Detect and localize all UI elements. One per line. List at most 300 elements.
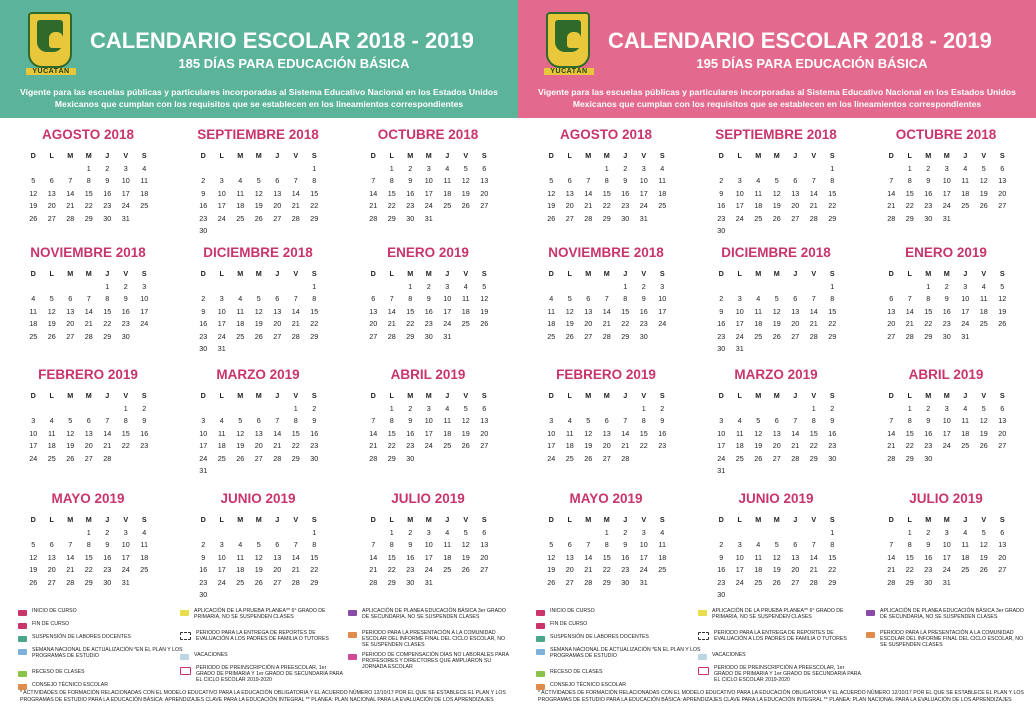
- day-cell: 9: [123, 294, 128, 303]
- month-days: [194, 150, 328, 238]
- day-cell: 4: [756, 176, 761, 185]
- day-cell: 1: [830, 163, 835, 173]
- weekday-header: L: [219, 515, 224, 524]
- day-cell: 23: [310, 441, 319, 450]
- day-cell: 10: [735, 188, 744, 198]
- empty-cell: [731, 403, 750, 416]
- day-cell: 4: [445, 163, 450, 173]
- day-cell: 11: [236, 188, 244, 198]
- weekday-header: M: [603, 391, 610, 400]
- weekday-header: M: [773, 151, 780, 160]
- day-cell: 1: [389, 527, 394, 537]
- legend-col-2: [698, 608, 863, 687]
- weekday-header: V: [811, 269, 817, 278]
- day-cell: 28: [369, 453, 378, 463]
- footnotes: * ACTIVIDADES DE FORMACIÓN RELACIONADAS CON EL MODELO EDUCATIVO PARA LA EDUCACIÓN OBLIGATORIA Y EL ACUERDO NÚMERO 12/10/17 POR EL QUE SE ESTABLECE EL PLAN Y LOS PROGRAMAS DE ESTUDIO PARA LA EDUCACIÓN BÁSICA: APRENDIZAJES CLAVE PARA LA EDUCACIÓN INTEGRAL ** PLANEA: PLAN NACIONAL PARA LA EVALUACIÓN DE LOS APRENDIZAJES: [538, 690, 1024, 703]
- weekday-header: M: [255, 269, 262, 278]
- day-cell: 10: [942, 176, 951, 185]
- day-cell: 24: [961, 319, 970, 328]
- day-cell: 28: [84, 331, 93, 341]
- day-cell: 5: [238, 416, 243, 425]
- day-cell: 28: [584, 213, 593, 223]
- day-cell: 11: [140, 540, 148, 549]
- day-cell: 29: [602, 577, 611, 587]
- month-days: [194, 390, 328, 478]
- empty-cell: [43, 527, 62, 540]
- day-cell: 6: [567, 176, 572, 185]
- day-cell: 8: [926, 294, 931, 303]
- legend-label: PERIODO PARA LA PRESENTACIÓN A LA COMUNIDAD ESCOLAR DEL INFORME FINAL DEL CICLO ESCOLAR, NO SE SUSPENDEN CLASES: [362, 630, 505, 648]
- day-cell: 8: [389, 176, 394, 185]
- weekday-header: D: [548, 151, 554, 160]
- day-cell: 21: [621, 441, 630, 450]
- day-cell: 1: [907, 403, 912, 413]
- empty-cell: [579, 281, 598, 294]
- day-cell: 26: [461, 565, 470, 574]
- month-title: NOVIEMBRE 2018: [30, 245, 146, 260]
- day-cell: 3: [123, 527, 128, 537]
- empty-cell: [712, 163, 731, 176]
- empty-cell: [364, 163, 383, 176]
- empty-cell: [194, 281, 213, 294]
- day-cell: 11: [566, 428, 574, 438]
- day-cell: 10: [735, 306, 744, 316]
- weekday-header: L: [49, 391, 54, 400]
- day-cell: 7: [604, 294, 609, 303]
- day-cell: 24: [942, 565, 951, 574]
- day-cell: 29: [602, 213, 611, 223]
- weekday-header: V: [463, 515, 469, 524]
- legend-label: RECESO DE CLASES: [550, 669, 603, 675]
- day-cell: 10: [639, 176, 648, 185]
- day-cell: 10: [217, 552, 226, 562]
- day-cell: 5: [31, 540, 36, 549]
- empty-cell: [786, 527, 805, 540]
- day-cell: 4: [238, 294, 243, 303]
- empty-cell: [561, 163, 580, 176]
- empty-cell: [213, 281, 232, 294]
- legend-label: SEMANA NACIONAL DE ACTUALIZACIÓN *EN EL PLAN Y LOS PROGRAMAS DE ESTUDIO: [32, 647, 183, 659]
- day-cell: 26: [47, 331, 56, 341]
- day-cell: 12: [772, 552, 781, 562]
- day-cell: 16: [199, 201, 208, 210]
- empty-cell: [749, 527, 768, 540]
- day-cell: 30: [639, 331, 648, 341]
- day-cell: 16: [717, 319, 726, 328]
- weekday-header: J: [445, 269, 450, 278]
- day-cell: 13: [66, 306, 75, 316]
- weekday-header: J: [963, 269, 968, 278]
- day-cell: 2: [408, 527, 413, 537]
- day-cell: 14: [809, 552, 818, 562]
- day-cell: 23: [121, 319, 130, 328]
- day-cell: 22: [84, 201, 93, 210]
- day-cell: 27: [66, 331, 75, 341]
- weekday-header: V: [293, 515, 299, 524]
- legend-item: [18, 621, 183, 634]
- day-cell: 5: [981, 527, 986, 537]
- day-cell: 5: [774, 294, 779, 303]
- day-cell: 24: [217, 577, 226, 587]
- day-cell: 27: [998, 201, 1007, 210]
- day-cell: 14: [791, 428, 800, 438]
- day-cell: 1: [926, 281, 931, 291]
- day-cell: 2: [719, 540, 724, 549]
- weekday-header: V: [811, 151, 817, 160]
- day-cell: 18: [236, 201, 245, 210]
- weekday-header: M: [773, 515, 780, 524]
- day-cell: 31: [717, 466, 726, 475]
- empty-cell: [383, 281, 402, 294]
- empty-cell: [231, 527, 250, 540]
- day-cell: 31: [735, 344, 744, 353]
- empty-cell: [768, 527, 787, 540]
- day-cell: 18: [565, 441, 574, 450]
- legend-swatch: [698, 667, 709, 675]
- month-title: MARZO 2019: [734, 367, 818, 382]
- day-cell: 19: [461, 188, 470, 198]
- day-cell: 3: [142, 281, 147, 291]
- day-cell: 6: [86, 416, 91, 425]
- day-cell: 19: [29, 565, 38, 574]
- day-cell: 14: [809, 306, 818, 316]
- weekday-header: S: [141, 269, 147, 278]
- day-cell: 30: [621, 213, 630, 223]
- day-cell: 5: [774, 540, 779, 549]
- day-cell: 22: [639, 441, 648, 450]
- legend-item: [698, 630, 863, 652]
- day-cell: 25: [29, 331, 38, 341]
- day-cell: 20: [887, 319, 896, 328]
- weekday-header: S: [659, 269, 665, 278]
- day-cell: 25: [565, 453, 574, 463]
- empty-cell: [579, 527, 598, 540]
- day-cell: 14: [273, 428, 282, 438]
- weekday-header: S: [659, 515, 665, 524]
- month-calendar: [358, 126, 498, 225]
- day-cell: 21: [291, 201, 300, 210]
- day-cell: 20: [480, 428, 489, 438]
- legend-swatch: [180, 632, 191, 640]
- day-cell: 17: [217, 201, 226, 210]
- empty-cell: [43, 163, 62, 176]
- month-days: [24, 514, 158, 589]
- day-cell: 9: [830, 416, 835, 425]
- day-cell: 17: [735, 565, 744, 574]
- day-cell: 20: [369, 319, 378, 328]
- day-cell: 11: [754, 188, 762, 198]
- day-cell: 27: [791, 213, 800, 223]
- weekday-header: J: [793, 391, 798, 400]
- day-cell: 15: [84, 552, 93, 562]
- day-cell: 8: [312, 294, 317, 303]
- weekday-header: J: [275, 391, 280, 400]
- day-cell: 30: [828, 453, 837, 463]
- day-cell: 6: [482, 403, 487, 413]
- month-title: OCTUBRE 2018: [377, 127, 479, 142]
- empty-cell: [250, 527, 269, 540]
- day-cell: 4: [756, 540, 761, 549]
- month-days: [882, 390, 1016, 465]
- weekday-header: S: [481, 515, 487, 524]
- day-cell: 9: [719, 306, 724, 316]
- weekday-header: M: [67, 391, 74, 400]
- day-cell: 14: [291, 188, 300, 198]
- empty-cell: [882, 403, 901, 416]
- day-cell: 21: [291, 319, 300, 328]
- weekday-header: V: [463, 269, 469, 278]
- day-cell: 25: [461, 319, 470, 328]
- day-cell: 12: [47, 306, 56, 316]
- day-cell: 23: [406, 441, 415, 450]
- day-cell: 1: [604, 163, 609, 173]
- day-cell: 8: [312, 540, 317, 549]
- day-cell: 22: [406, 319, 415, 328]
- day-cell: 25: [961, 441, 970, 450]
- day-cell: 20: [791, 201, 800, 210]
- empty-cell: [364, 281, 383, 294]
- day-cell: 12: [979, 176, 988, 185]
- day-cell: 8: [604, 176, 609, 185]
- day-cell: 31: [199, 466, 208, 475]
- day-cell: 27: [602, 453, 611, 463]
- day-cell: 2: [408, 163, 413, 173]
- day-cell: 21: [887, 565, 896, 574]
- legend-label: PERIODO PARA LA ENTREGA DE REPORTES DE EVALUACIÓN A LOS PADRES DE FAMILIA O TUTORES: [714, 630, 847, 642]
- day-cell: 8: [86, 540, 91, 549]
- month-days: [712, 150, 846, 238]
- day-cell: 17: [199, 441, 208, 450]
- day-cell: 23: [140, 441, 149, 450]
- day-cell: 3: [737, 176, 742, 185]
- legend-swatch: [698, 632, 709, 640]
- weekday-header: J: [275, 269, 280, 278]
- day-cell: 19: [461, 428, 470, 438]
- empty-cell: [579, 403, 598, 416]
- legend-item: [698, 608, 863, 630]
- legend-swatch: [866, 632, 875, 638]
- empty-cell: [250, 281, 269, 294]
- day-cell: 28: [369, 577, 378, 587]
- day-cell: 29: [387, 213, 396, 223]
- day-cell: 14: [84, 306, 93, 316]
- weekday-header: D: [200, 391, 206, 400]
- day-cell: 12: [565, 306, 574, 316]
- month-calendar: [876, 366, 1016, 465]
- month-days: [712, 390, 846, 478]
- day-cell: 20: [791, 565, 800, 574]
- day-cell: 5: [256, 176, 261, 185]
- weekday-header: V: [641, 391, 647, 400]
- weekday-header: D: [370, 151, 376, 160]
- day-cell: 18: [217, 441, 226, 450]
- day-cell: 29: [84, 213, 93, 223]
- day-cell: 2: [201, 176, 206, 185]
- day-cell: 29: [84, 577, 93, 587]
- day-cell: 20: [66, 319, 75, 328]
- day-cell: 23: [639, 319, 648, 328]
- day-cell: 8: [830, 540, 835, 549]
- day-cell: 12: [772, 188, 781, 198]
- weekday-header: V: [293, 151, 299, 160]
- legend-col-2: [180, 608, 345, 687]
- day-cell: 25: [47, 453, 56, 463]
- day-cell: 8: [312, 176, 317, 185]
- day-cell: 14: [602, 306, 611, 316]
- month-title: DICIEMBRE 2018: [203, 245, 313, 260]
- day-cell: 7: [811, 540, 816, 549]
- weekday-header: M: [237, 391, 244, 400]
- month-days: [712, 268, 846, 356]
- empty-cell: [231, 281, 250, 294]
- footnotes: * ACTIVIDADES DE FORMACIÓN RELACIONADAS CON EL MODELO EDUCATIVO PARA LA EDUCACIÓN OBLIGATORIA Y EL ACUERDO NÚMERO 12/10/17 POR EL QUE SE ESTABLECE EL PLAN Y LOS PROGRAMAS DE ESTUDIO PARA LA EDUCACIÓN BÁSICA: APRENDIZAJES CLAVE PARA LA EDUCACIÓN INTEGRAL ** PLANEA: PLAN NACIONAL PARA LA EVALUACIÓN DE LOS APRENDIZAJES: [20, 690, 506, 703]
- day-cell: 16: [717, 201, 726, 210]
- day-cell: 3: [641, 163, 646, 173]
- empty-cell: [786, 403, 805, 416]
- weekday-header: M: [67, 151, 74, 160]
- legend-label: PERIODO DE PREINSCRIPCIÓN A PREESCOLAR, 1er GRADO DE PRIMARIA Y 1er GRADO DE SECUNDARIA PARA EL CICLO ESCOLAR 2019-2020: [714, 665, 861, 683]
- legend-item: [866, 608, 1031, 630]
- empty-cell: [194, 163, 213, 176]
- day-cell: 5: [1000, 281, 1005, 291]
- day-cell: 26: [547, 577, 556, 587]
- day-cell: 10: [424, 176, 433, 185]
- day-cell: 8: [293, 416, 298, 425]
- day-cell: 18: [443, 188, 452, 198]
- day-cell: 15: [291, 428, 300, 438]
- day-cell: 6: [1000, 403, 1005, 413]
- day-cell: 28: [621, 453, 630, 463]
- empty-cell: [731, 281, 750, 294]
- weekday-header: D: [548, 269, 554, 278]
- day-cell: 23: [942, 319, 951, 328]
- legend-swatch: [698, 654, 707, 660]
- day-cell: 5: [567, 294, 572, 303]
- day-cell: 10: [121, 176, 130, 185]
- weekday-header: M: [925, 151, 932, 160]
- weekday-header: L: [567, 391, 572, 400]
- day-cell: 5: [256, 540, 261, 549]
- day-cell: 15: [602, 552, 611, 562]
- weekday-header: M: [755, 269, 762, 278]
- empty-cell: [768, 281, 787, 294]
- day-cell: 26: [29, 213, 38, 223]
- day-cell: 13: [584, 306, 593, 316]
- empty-cell: [24, 281, 43, 294]
- day-cell: 15: [828, 306, 837, 316]
- day-cell: 17: [424, 552, 433, 562]
- day-cell: 28: [809, 213, 818, 223]
- day-cell: 20: [772, 441, 781, 450]
- weekday-header: D: [888, 391, 894, 400]
- weekday-header: D: [718, 391, 724, 400]
- day-cell: 19: [547, 201, 556, 210]
- day-cell: 1: [811, 403, 816, 413]
- day-cell: 20: [84, 441, 93, 450]
- legend-item: [18, 608, 183, 621]
- day-cell: 13: [273, 306, 282, 316]
- day-cell: 28: [791, 453, 800, 463]
- day-cell: 19: [66, 441, 75, 450]
- day-cell: 5: [549, 540, 554, 549]
- day-cell: 20: [565, 565, 574, 574]
- day-cell: 5: [463, 527, 468, 537]
- weekday-header: L: [737, 269, 742, 278]
- day-cell: 26: [772, 577, 781, 587]
- weekday-header: V: [641, 515, 647, 524]
- empty-cell: [98, 403, 117, 416]
- legend-item: [536, 634, 701, 647]
- day-cell: 9: [944, 294, 949, 303]
- weekday-header: D: [370, 269, 376, 278]
- day-cell: 12: [29, 188, 38, 198]
- weekday-header: L: [389, 515, 394, 524]
- day-cell: 28: [291, 213, 300, 223]
- day-cell: 15: [103, 306, 112, 316]
- day-cell: 10: [140, 294, 149, 303]
- day-cell: 7: [586, 176, 591, 185]
- weekday-header: L: [567, 515, 572, 524]
- month-days: [364, 150, 498, 225]
- day-cell: 16: [199, 319, 208, 328]
- day-cell: 26: [565, 331, 574, 341]
- legend-item: [348, 652, 513, 674]
- month-days: [542, 390, 676, 465]
- weekday-header: M: [943, 269, 950, 278]
- weekday-header: L: [907, 151, 912, 160]
- day-cell: 2: [312, 403, 317, 413]
- weekday-header: M: [925, 269, 932, 278]
- day-cell: 7: [623, 416, 628, 425]
- day-cell: 8: [907, 540, 912, 549]
- legend-item: [698, 652, 863, 665]
- day-cell: 23: [621, 565, 630, 574]
- day-cell: 11: [961, 416, 969, 425]
- day-cell: 29: [828, 213, 837, 223]
- empty-cell: [786, 163, 805, 176]
- weekday-header: D: [30, 151, 36, 160]
- weekday-header: L: [737, 391, 742, 400]
- weekday-header: J: [793, 515, 798, 524]
- day-cell: 6: [275, 540, 280, 549]
- day-cell: 1: [830, 527, 835, 537]
- day-cell: 4: [49, 416, 54, 425]
- month-calendar: [18, 126, 158, 225]
- legend-label: SUSPENSIÓN DE LABORES DOCENTES: [32, 634, 131, 640]
- weekday-header: M: [603, 515, 610, 524]
- day-cell: 15: [621, 306, 630, 316]
- month-days: [364, 268, 498, 343]
- month-calendar: [188, 490, 328, 602]
- legend-item: [866, 630, 1031, 652]
- day-cell: 22: [905, 201, 914, 210]
- empty-cell: [194, 527, 213, 540]
- empty-cell: [882, 527, 901, 540]
- day-cell: 7: [793, 416, 798, 425]
- month-days: [882, 514, 1016, 589]
- legend-item: [180, 608, 345, 630]
- day-cell: 11: [236, 552, 244, 562]
- day-cell: 30: [717, 590, 726, 599]
- day-cell: 7: [389, 294, 394, 303]
- day-cell: 3: [426, 163, 431, 173]
- legend-item: [180, 665, 345, 687]
- day-cell: 27: [998, 441, 1007, 450]
- legend-swatch: [180, 654, 189, 660]
- day-cell: 7: [889, 416, 894, 425]
- month-title: JUNIO 2019: [738, 491, 814, 506]
- day-cell: 27: [369, 331, 378, 341]
